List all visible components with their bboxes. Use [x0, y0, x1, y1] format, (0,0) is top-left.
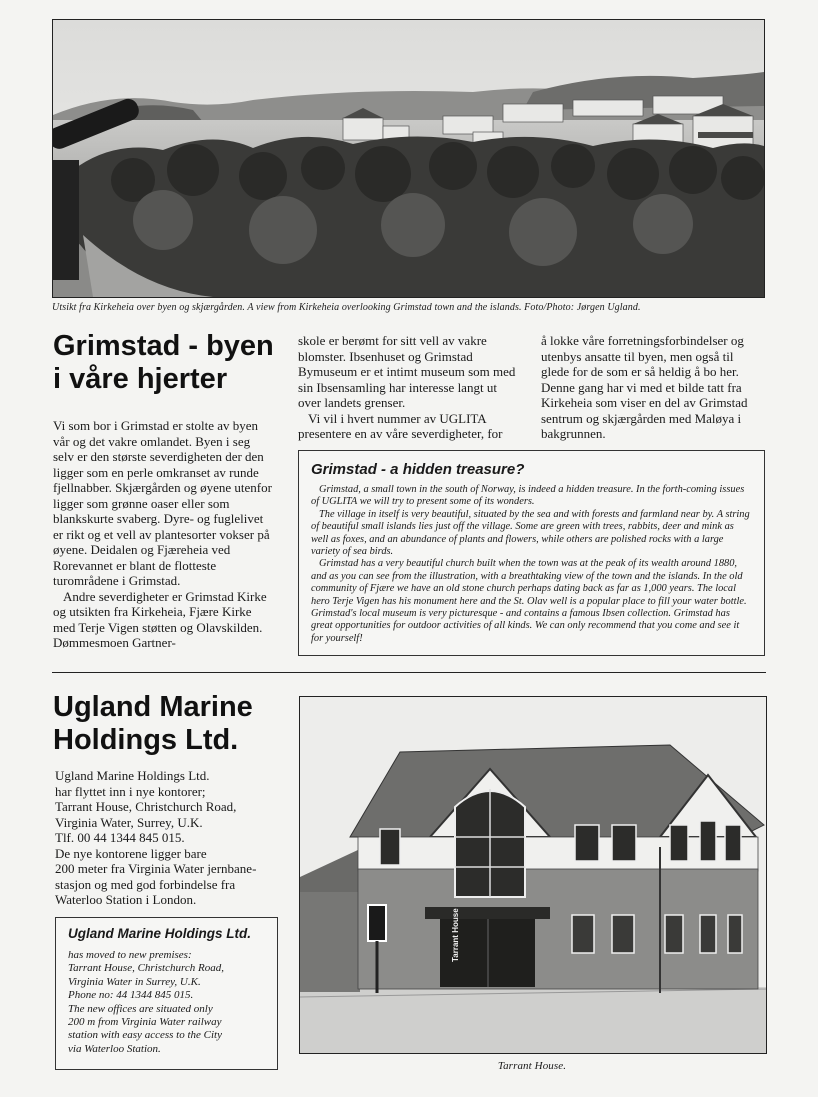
ugland-box-line: 200 m from Virginia Water railway	[68, 1016, 222, 1029]
ugland-line: 200 meter fra Virginia Water jernbane-	[55, 861, 257, 876]
grimstad-headline	[53, 330, 293, 396]
photo-caption: Utsikt fra Kirkeheia over byen og skjærgården. A view from Kirkeheia overlooking Grimstad town and the islands. Foto/Photo: Jørgen Ugland.	[52, 302, 641, 313]
grimstad-landscape-image	[53, 20, 764, 297]
english-box-paragraph-3: Grimstad has a very beautiful church built when the town was at the peak of its wealth around 1880, and as you can see from the illustration, with a breathtaking view of the town and the islands. In the old community of Fjære we have an old stone church perhaps dating back as far as 1,000 years. The local hero Terje Vigen has his monument here and the St. Olav well is a popular place to fill your water bottle. Grimstad's local museum is very picturesque - and contains a famous Ibsen collection. Grimstad has great opportunities for outdoor activities of all kinds. We can only recommend that you come and see it for yourself!	[311, 558, 747, 644]
ugland-headline-line2: Holdings Ltd.	[53, 724, 239, 756]
english-box-title: Grimstad - a hidden treasure?	[311, 461, 525, 478]
ugland-headline-line1: Ugland Marine	[53, 691, 253, 723]
grimstad-headline-line2: i våre hjerter	[53, 363, 228, 395]
grimstad-col2-paragraph-1: skole er berømt for sitt vell av vakre blomster. Ibsenhuset og Grimstad Bymuseum er et intimt museum som med sin Ibsensamling har interesse langt ut over landets grenser.	[298, 333, 516, 410]
ugland-box-line: Virginia Water in Surrey, U.K.	[68, 975, 201, 988]
tarrant-house-photo	[299, 696, 767, 1054]
tarrant-house-building-image	[300, 697, 766, 1053]
ugland-line: De nye kontorene ligger bare	[55, 845, 207, 861]
grimstad-col1-paragraph-1: Vi som bor i Grimstad er stolte av byen vår og det vakre omlandet. Byen i seg selv er den største severdigheten der den ligger som en perle omkranset av runde fjellnabber. Skjærgården og øyene utenfor ligger som grønne oaser eller som blankskurte svaberg. Dyre- og fuglelivet er rikt og et vell av plantesorter vokser på øyene. Deidalen og Fjæreheia ved Rorevannet er blant de flotteste turområdene i Grimstad.	[53, 418, 272, 588]
ugland-line: stasjon og med god forbindelse fra	[55, 876, 236, 892]
ugland-line: har flyttet inn i nye kontorer;	[55, 783, 206, 799]
ugland-box-line: Phone no: 44 1344 845 015.	[68, 989, 194, 1002]
ugland-line: Tlf. 00 44 1344 845 015.	[55, 830, 185, 845]
ugland-body-text	[55, 768, 280, 908]
ugland-box-line: The new offices are situated only	[68, 1002, 213, 1015]
grimstad-column-2	[298, 333, 522, 442]
ugland-box-line: station with easy access to the City	[68, 1029, 222, 1042]
grimstad-column-1	[53, 418, 273, 651]
tarrant-house-caption: Tarrant House.	[497, 1060, 567, 1072]
ugland-line: Virginia Water, Surrey, U.K.	[55, 814, 203, 830]
ugland-box-line: Tarrant House, Christchurch Road,	[68, 962, 224, 975]
ugland-line: Tarrant House, Christchurch Road,	[55, 799, 237, 814]
english-box-paragraph-2: The village in itself is very beautiful, situated by the sea and with forests and farmland near by. A string of beautiful small islands lies just off the village. Some are green with trees, rabbits, deer and mink as well as foxes, and an abundance of plants and flowers, while others are polished rocks with a large variety of sea birds.	[311, 508, 750, 558]
grimstad-english-box	[298, 450, 765, 656]
grimstad-column-3	[541, 333, 763, 442]
ugland-english-box	[55, 917, 278, 1070]
ugland-box-line: via Waterloo Station.	[68, 1042, 161, 1055]
grimstad-col3-paragraph-1: å lokke våre forretningsforbindelser og utenbys ansatte til byen, men også til glede for de som er så heldig å bo her. Denne gang har vi med et bilde tatt fra Kirkeheia som viser en del av Grimstad sentrum og skjærgården med Maløya i bakgrunnen.	[541, 333, 748, 441]
grimstad-col2-paragraph-2: Vi vil i hvert nummer av UGLITA presentere en av våre severdigheter, for	[298, 410, 503, 441]
grimstad-headline-line1: Grimstad - byen	[53, 330, 274, 362]
ugland-headline	[53, 691, 293, 757]
ugland-line: Waterloo Station i London.	[55, 892, 197, 907]
section-divider	[52, 672, 766, 673]
grimstad-photo	[52, 19, 765, 298]
ugland-line: Ugland Marine Holdings Ltd.	[55, 768, 210, 783]
ugland-box-title: Ugland Marine Holdings Ltd.	[68, 926, 251, 941]
ugland-box-line: has moved to new premises:	[68, 949, 192, 961]
grimstad-col1-paragraph-2: Andre severdigheter er Grimstad Kirke og utsikten fra Kirkeheia, Fjære Kirke med Terje Vigen støtten og Olavskilden. Dømmesmoen Gartner-	[53, 588, 267, 650]
english-box-paragraph-1: Grimstad, a small town in the south of Norway, is indeed a hidden treasure. In the forth-coming issues of UGLITA we will try to present some of its wonders.	[311, 484, 745, 508]
building-sign-text: Tarrant House	[451, 908, 460, 962]
